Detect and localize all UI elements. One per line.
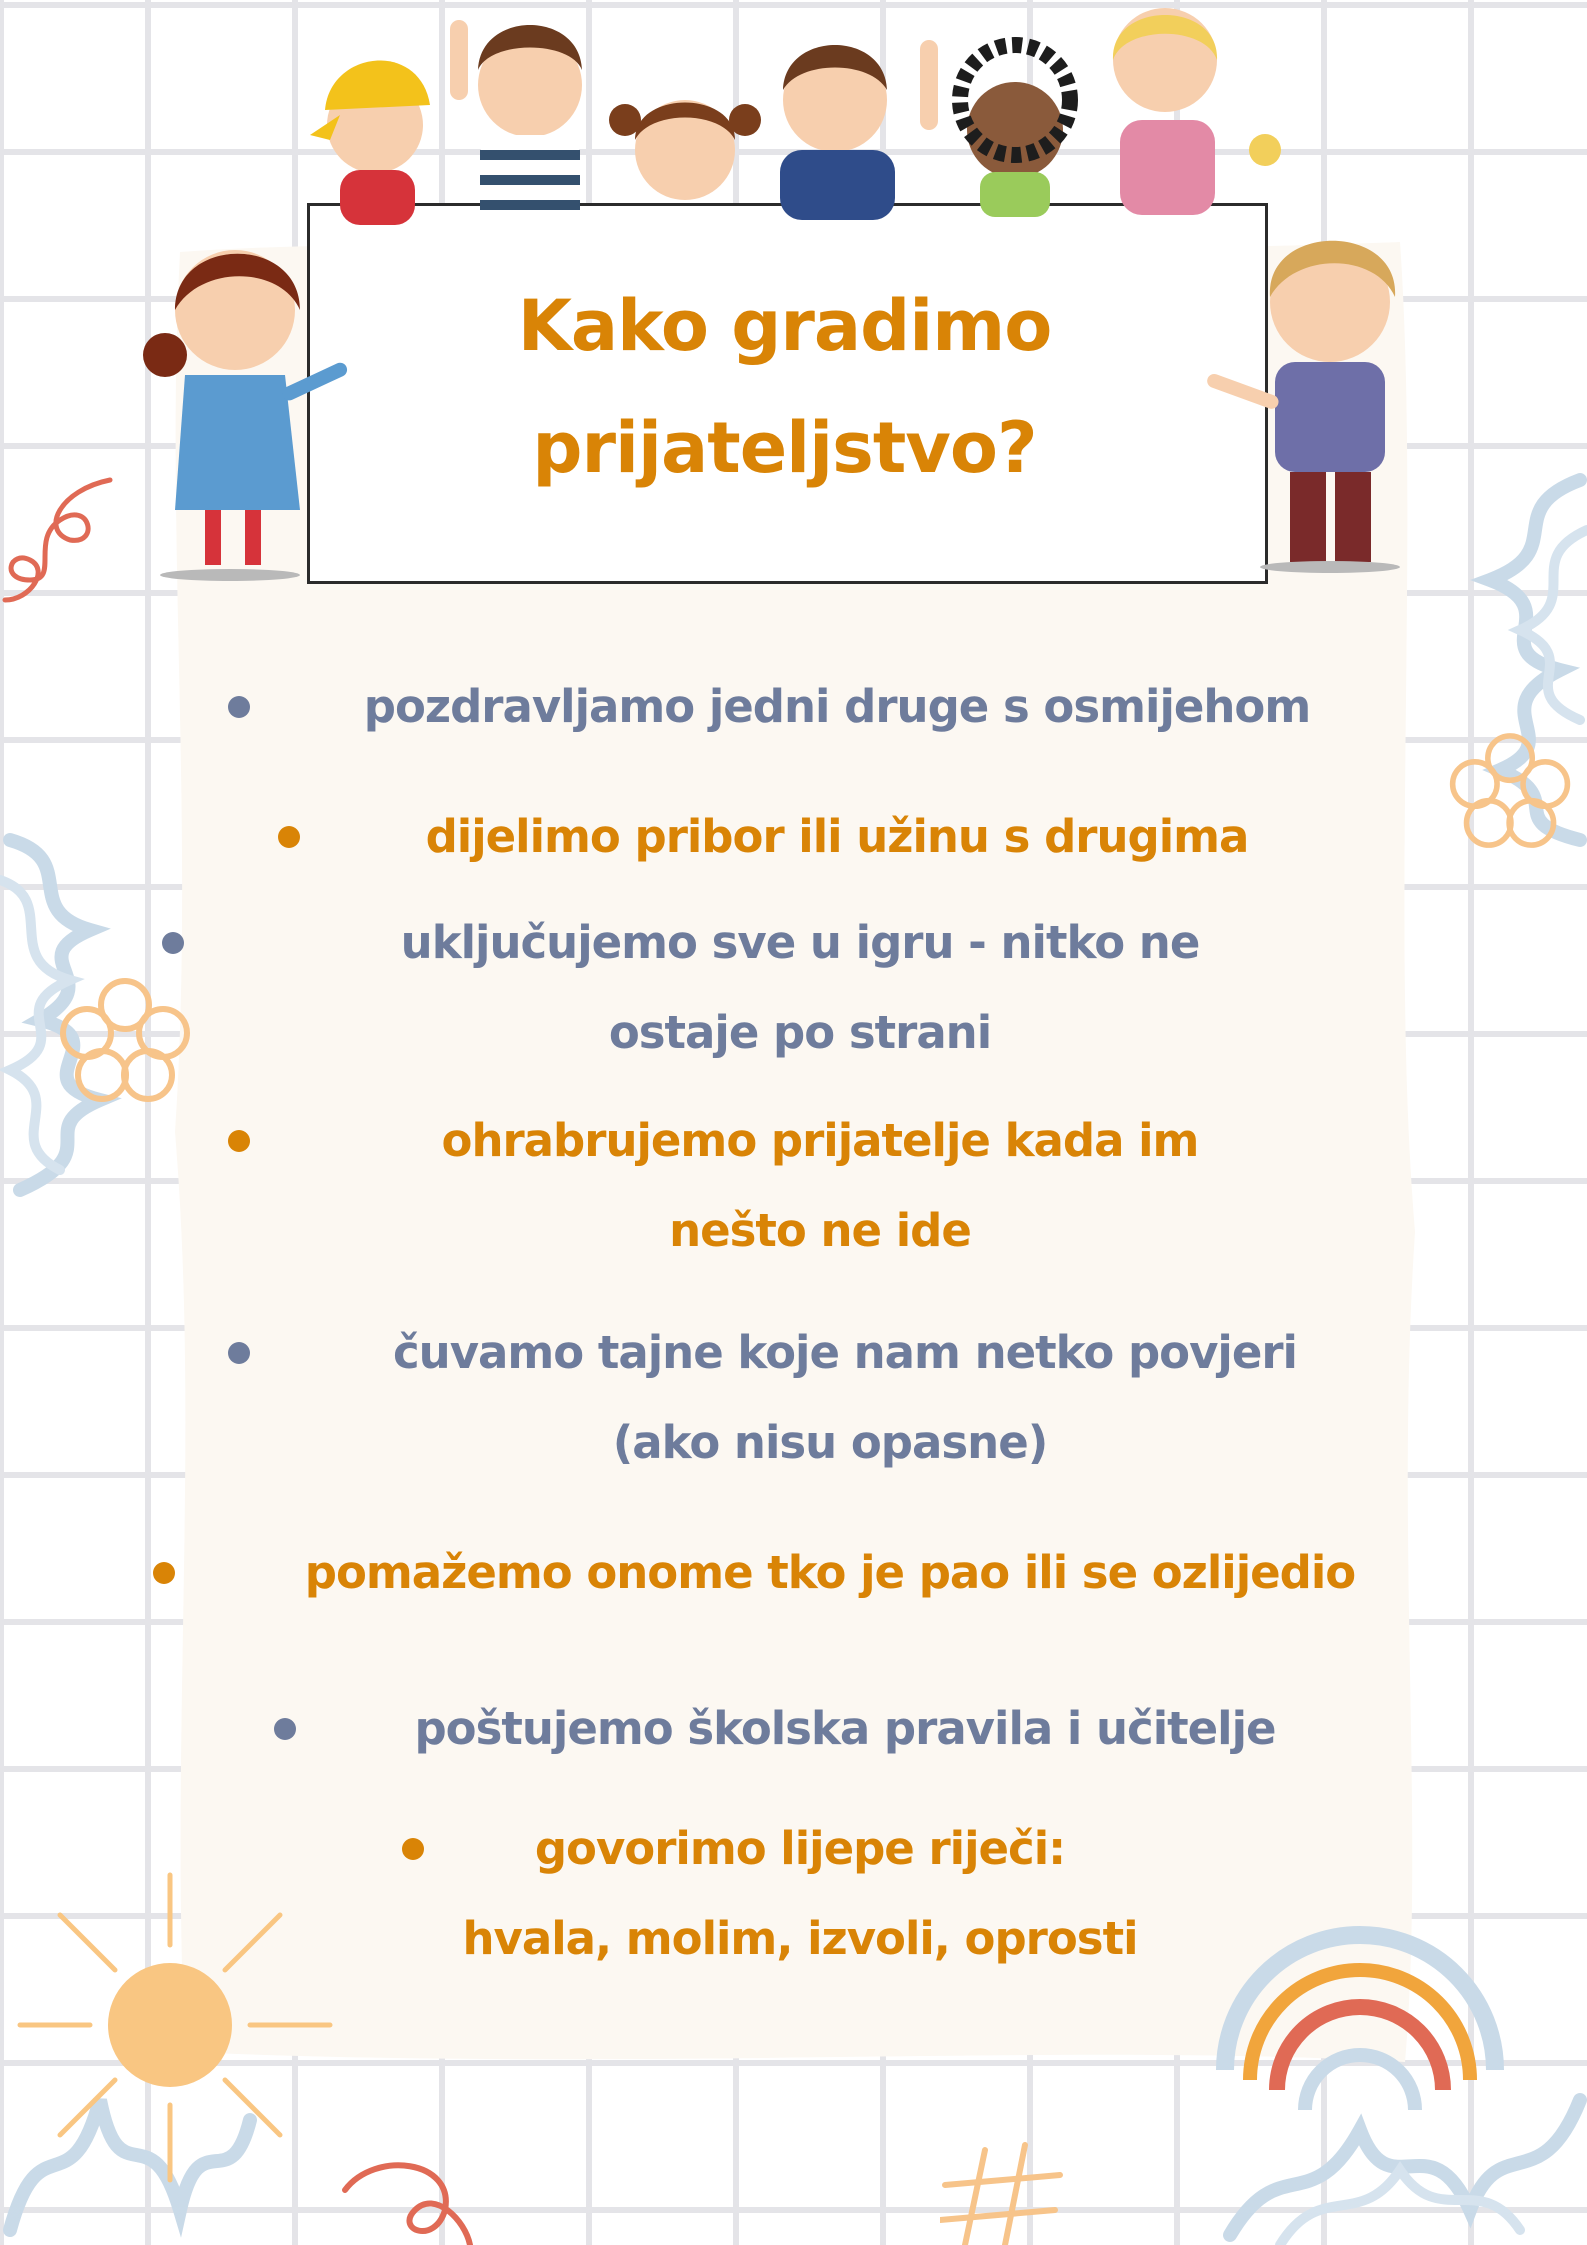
bullet-icon — [228, 1342, 250, 1364]
list-item-line: (ako nisu opasne) — [612, 1416, 1048, 1469]
list-item-line: hvala, molim, izvoli, oprosti — [462, 1912, 1138, 1965]
page-title — [307, 265, 1262, 509]
flower-icon — [1448, 728, 1573, 853]
children-illustration — [280, 0, 1300, 230]
bullet-icon — [228, 696, 250, 718]
list-item-line: ostaje po strani — [608, 1006, 992, 1059]
list-item: pomažemo onome tko je pao ili se ozlijedio — [304, 1546, 1356, 1599]
squiggle-icon — [0, 470, 120, 610]
list-item-line: ohrabrujemo prijatelje kada im — [441, 1114, 1199, 1167]
bullet-icon — [228, 1130, 250, 1152]
list-item-line: čuvamo tajne koje nam netko povjeri — [392, 1326, 1297, 1379]
list-item: pozdravljamo jedni druge s osmijehom — [363, 680, 1311, 733]
girl-pointing-illustration — [140, 235, 360, 585]
list-item: dijelimo pribor ili užinu s drugima — [425, 810, 1249, 863]
boy-checked-shirt-illustration — [1200, 222, 1420, 582]
bullet-icon — [278, 826, 300, 848]
bullet-icon — [274, 1718, 296, 1740]
list-item-line: govorimo lijepe riječi: — [534, 1822, 1066, 1875]
squiggle-icon — [335, 2150, 475, 2245]
list-item-line: uključujemo sve u igru - nitko ne — [400, 916, 1200, 969]
title-line-2: prijateljstvo? — [532, 407, 1037, 489]
flower-icon — [58, 975, 193, 1105]
title-line-1: Kako gradimo — [517, 285, 1052, 367]
list-item: poštujemo školska pravila i učitelje — [414, 1702, 1276, 1755]
bullet-icon — [153, 1562, 175, 1584]
list-item-line: nešto ne ide — [669, 1204, 971, 1257]
bullet-icon — [162, 932, 184, 954]
hashtag-doodle-icon — [940, 2140, 1070, 2245]
